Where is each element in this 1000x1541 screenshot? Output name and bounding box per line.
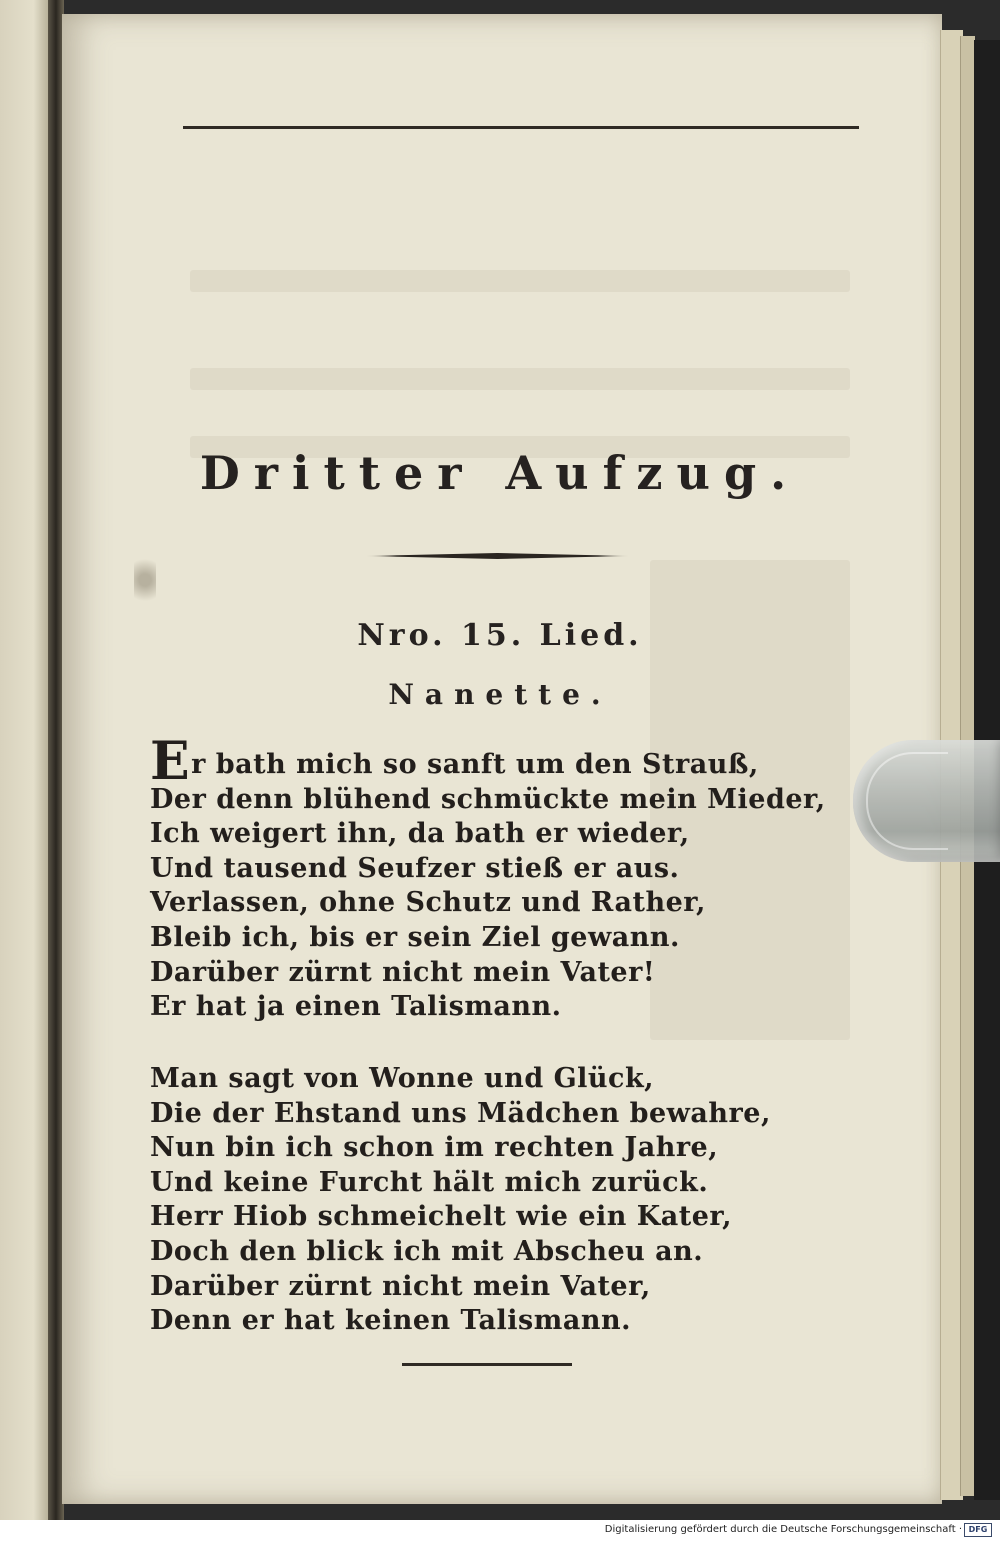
verse-line: Ich weigert ihn, da bath er wieder, bbox=[150, 818, 690, 850]
speaker-name: Nanette. bbox=[388, 678, 612, 711]
drop-cap: E bbox=[150, 731, 191, 792]
verse-line: Herr Hiob schmeichelt wie ein Kater, bbox=[150, 1201, 733, 1233]
bleed-through bbox=[190, 270, 850, 292]
verse-line: Und keine Furcht hält mich zurück. bbox=[150, 1166, 709, 1198]
funding-credit: Digitalisierung gefördert durch die Deutsche Forschungsgemeinschaft · bbox=[604, 1524, 962, 1535]
act-heading: Dritter Aufzug. bbox=[199, 446, 801, 500]
closing-rule bbox=[402, 1363, 572, 1366]
header-rule bbox=[183, 126, 859, 129]
verse-line: Er hat ja einen Talismann. bbox=[150, 991, 562, 1023]
stanza-1 bbox=[150, 731, 830, 1025]
song-number-title: Nro. 15. Lied. bbox=[357, 618, 643, 653]
stanza-2 bbox=[150, 1062, 830, 1339]
verse-line: Die der Ehstand uns Mädchen bewahre, bbox=[150, 1097, 771, 1129]
verse-line: Darüber zürnt nicht mein Vater, bbox=[150, 1270, 651, 1302]
verse-line: Bleib ich, bis er sein Ziel gewann. bbox=[150, 921, 680, 953]
dfg-logo: DFG bbox=[964, 1523, 992, 1537]
verse-line: Doch den blick ich mit Abscheu an. bbox=[150, 1235, 704, 1267]
verse-line-text: r bath mich so sanft um den Strauß, bbox=[191, 749, 759, 780]
verse-line: Denn er hat keinen Talismann. bbox=[150, 1305, 631, 1337]
verse-line: Und tausend Seufzer stieß er aus. bbox=[150, 852, 680, 884]
left-page-edge bbox=[0, 0, 48, 1520]
verse-line: Darüber zürnt nicht mein Vater! bbox=[150, 956, 656, 988]
verse-line: Verlassen, ohne Schutz und Rather, bbox=[150, 887, 706, 919]
verse-line bbox=[150, 731, 830, 792]
page-clip-highlight bbox=[866, 752, 948, 850]
verse-line: Man sagt von Wonne und Glück, bbox=[150, 1063, 655, 1094]
verse-line: Der denn blühend schmückte mein Mieder, bbox=[150, 783, 826, 815]
verse-line: Nun bin ich schon im rechten Jahre, bbox=[150, 1132, 719, 1164]
bleed-through bbox=[190, 368, 850, 390]
paper-stain bbox=[134, 552, 156, 608]
